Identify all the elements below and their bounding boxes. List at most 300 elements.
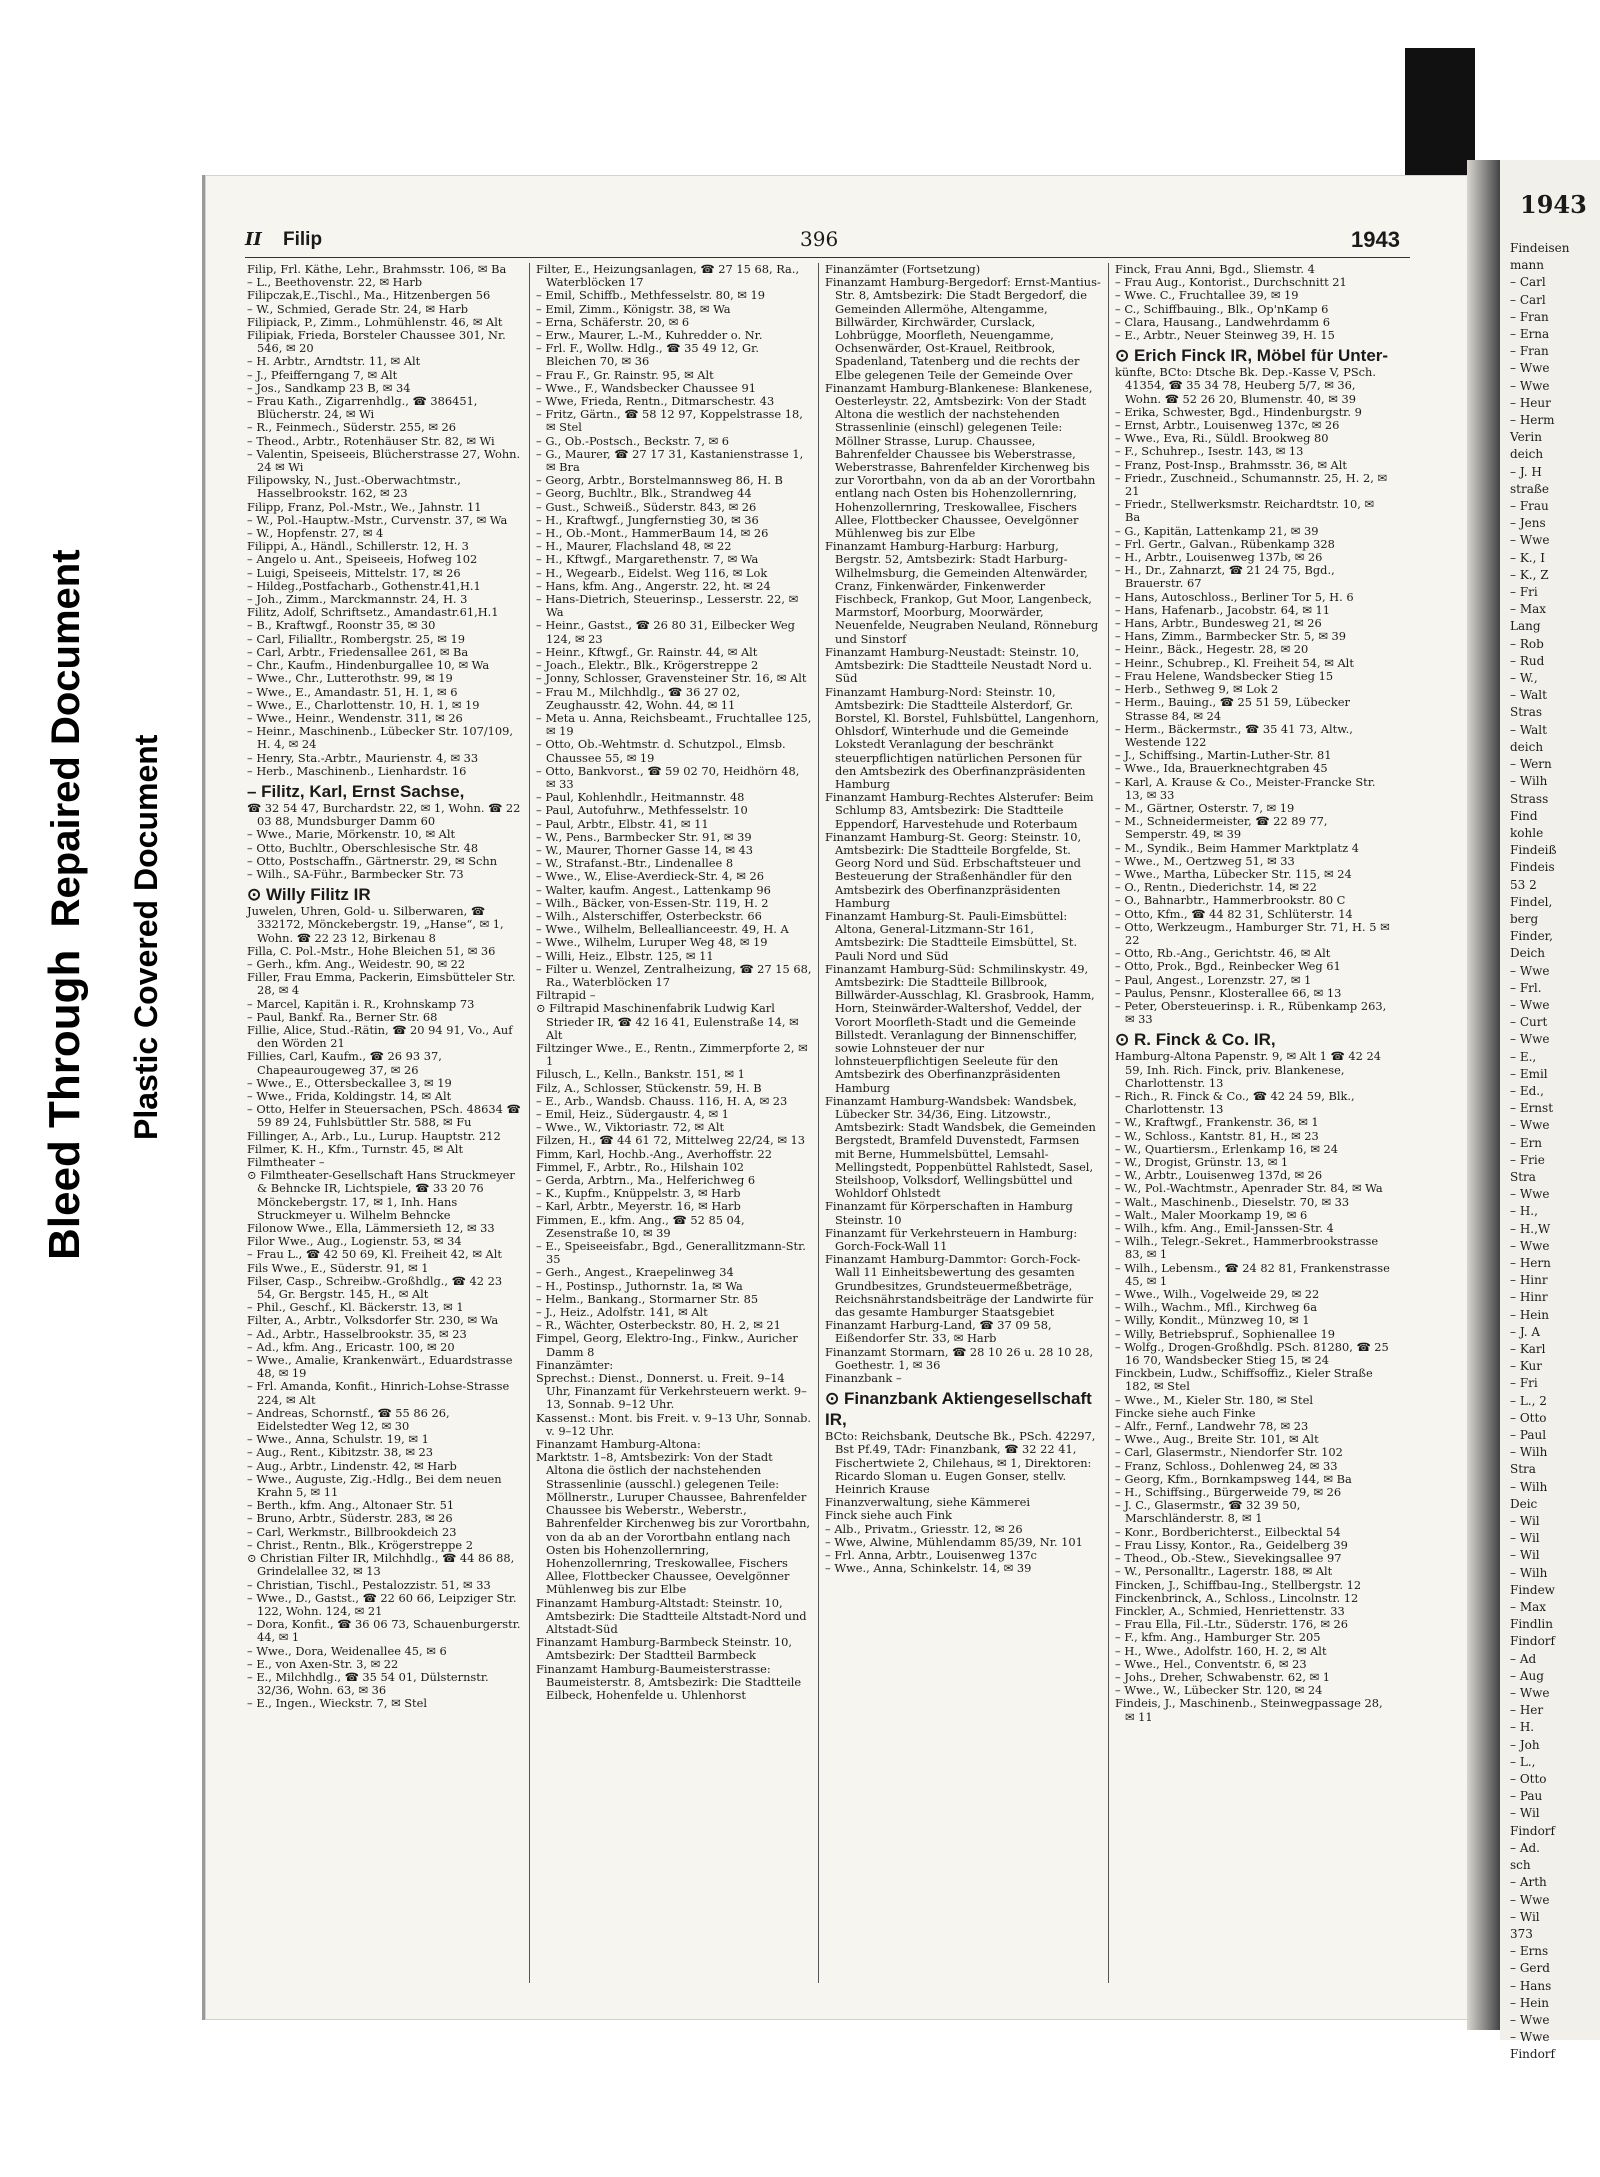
directory-entry: Filmtheater – xyxy=(247,1155,325,1169)
directory-entry: – Heinr., Maschinenb., Lübecker Str. 107/109, H. 4, ✉ 24 xyxy=(247,724,514,752)
directory-entry: – Karl, A. Krause & Co., Meister-Francke Str. 13, ✉ 33 xyxy=(1115,774,1376,802)
directory-entry: Hamburg-Altona Papenstr. 9, ✉ Alt 1 ☎ 42 24 59, Inh. Rich. Finck, priv. Blankenese, Charlottenstr. 13 xyxy=(1115,1049,1381,1090)
directory-entry: – H., Dr., Zahnarzt, ☎ 21 24 75, Bgd., Brauerstr. 67 xyxy=(1115,563,1335,591)
section-number: II xyxy=(245,229,262,250)
directory-entry: – O., Bahnarbtr., Hammerbrookstr. 80 C xyxy=(1115,893,1346,908)
directory-entry: – Wwe., E., Amandastr. 51, H. 1, ✉ 6 xyxy=(247,684,458,699)
directory-entry: – H., Schiffsing., Bürgerweide 79, ✉ 26 xyxy=(1115,1485,1342,1500)
adjacent-page-line: Findlin xyxy=(1510,1617,1553,1632)
adjacent-page-line: – Otto xyxy=(1510,1772,1547,1787)
directory-entry: – E., Speiseeisfabr., Bgd., Generallitzmann-Str. 35 xyxy=(536,1239,806,1267)
adjacent-page-line: deich xyxy=(1510,447,1544,462)
directory-entry: – Gerh., kfm. Ang., Weidestr. 90, ✉ 22 xyxy=(247,956,466,971)
adjacent-page-line: – L., 2 xyxy=(1510,1393,1547,1408)
directory-entry: Finanzämter (Fortsetzung) xyxy=(825,262,981,276)
adjacent-page-line: – Ed., xyxy=(1510,1083,1544,1098)
directory-entry: – Wwe., Chr., Lutterothstr. 99, ✉ 19 xyxy=(247,671,453,686)
directory-entry: – Walter, kaufm. Angest., Lattenkamp 96 xyxy=(536,882,771,897)
directory-entry: – Karl, Arbtr., Meyerstr. 16, ✉ Harb xyxy=(536,1199,741,1214)
directory-entry: – B., Kraftwgf., Roonstr 35, ✉ 30 xyxy=(247,618,436,633)
directory-entry: – Luigi, Speiseeis, Mittelstr. 17, ✉ 26 xyxy=(247,565,461,580)
adjacent-page-line: – Wil xyxy=(1510,1514,1540,1529)
directory-entry: – Georg, Buchltr., Blk., Strandweg 44 xyxy=(536,486,752,501)
stamp-line-bleed-repaired xyxy=(40,549,90,1260)
directory-entry: – H., Wegearb., Eidelst. Weg 116, ✉ Lok xyxy=(536,565,768,580)
directory-entry: Filter, E., Heizungsanlagen, ☎ 27 15 68, Ra., Waterblöcken 17 xyxy=(536,262,800,290)
directory-entry: – Emil, Heiz., Südergaustr. 4, ✉ 1 xyxy=(536,1107,729,1121)
directory-entry: – Friedr., Stellwerksmstr. Reichardtstr. 10, ✉ Ba xyxy=(1115,497,1375,525)
adjacent-page-line: – Fran xyxy=(1510,344,1549,359)
adjacent-page xyxy=(1500,160,1600,2062)
adjacent-page-line: – H. xyxy=(1510,1720,1535,1735)
directory-entry: – Filter u. Wenzel, Zentralheizung, ☎ 27 15 68, Ra., Waterblöcken 17 xyxy=(536,961,812,989)
adjacent-page-line: – Hinr xyxy=(1510,1290,1548,1305)
adjacent-page-line: – Wwe xyxy=(1510,963,1550,978)
directory-entry: – Carl, Glasermstr., Niendorfer Str. 102 xyxy=(1115,1445,1343,1460)
directory-entry: – Frl. Anna, Arbtr., Louisenweg 137c xyxy=(825,1548,1037,1563)
directory-entry: – Heinr., Gastst., ☎ 26 80 31, Eilbecker Weg 124, ✉ 23 xyxy=(536,618,795,646)
directory-entry: – Ad., Arbtr., Hasselbrookstr. 35, ✉ 23 xyxy=(247,1326,467,1341)
directory-entry: – Frl. F., Wollw. Hdlg., ☎ 35 49 12, Gr. Bleichen 70, ✉ 36 xyxy=(536,341,759,369)
adjacent-page-line: Find xyxy=(1510,808,1538,823)
adjacent-page-line: Findorf xyxy=(1510,2047,1555,2062)
directory-entry: – Jonny, Schlosser, Gravensteiner Str. 16, ✉ Alt xyxy=(536,671,807,686)
directory-entry: Finanzamt Hamburg-Baumeisterstrasse: Baumeisterstr. 8, Amtsbezirk: Die Stadtteile Eilbeck, Hohenfelde u. Uhlenhorst xyxy=(536,1661,802,1702)
directory-entry: Filzen, H., ☎ 44 61 72, Mittelweg 22/24, ✉ 13 xyxy=(536,1133,806,1148)
directory-entry: Filusch, L., Kelln., Bankstr. 151, ✉ 1 xyxy=(536,1067,745,1082)
directory-entry: Fincke siehe auch Finke xyxy=(1115,1405,1256,1420)
directory-entry: – Dora, Konfit., ☎ 36 06 73, Schauenburgerstr. 44, ✉ 1 xyxy=(247,1617,521,1645)
adjacent-page-line: – Fri xyxy=(1510,1376,1538,1391)
adjacent-page-line: Findeiß xyxy=(1510,843,1557,858)
directory-entry: – Clara, Hausang., Landwehrdamm 6 xyxy=(1115,314,1330,329)
adjacent-page-line: – Frie xyxy=(1510,1152,1545,1167)
directory-entry: – Wwe., Anna, Schulstr. 19, ✉ 1 xyxy=(247,1432,429,1447)
directory-entry: – Frau Aug., Kontorist., Durchschnitt 21 xyxy=(1115,275,1347,290)
directory-entry: – Willy, Betriebspruf., Sophienallee 19 xyxy=(1115,1326,1335,1341)
directory-entry: – Wilh., kfm. Ang., Emil-Janssen-Str. 4 xyxy=(1115,1221,1334,1236)
running-head xyxy=(245,227,1410,258)
directory-entry: – Wwe., Heinr., Wendenstr. 311, ✉ 26 xyxy=(247,710,463,725)
directory-entry: – Hans, Arbtr., Bundesweg 21, ✉ 26 xyxy=(1115,616,1322,631)
adjacent-page-line: – Max xyxy=(1510,1600,1547,1615)
directory-entry: – Wwe., M., Oertzweg 51, ✉ 33 xyxy=(1115,853,1295,868)
adjacent-page-line: – Her xyxy=(1510,1703,1544,1718)
adjacent-page-line: – Wilh xyxy=(1510,1445,1548,1460)
directory-entry: Finanzverwaltung, siehe Kämmerei xyxy=(825,1495,1030,1510)
directory-entry: – Wwe., D., Gastst., ☎ 22 60 66, Leipziger Str. 122, Wohn. 124, ✉ 21 xyxy=(247,1590,517,1618)
adjacent-page-line: – Ern xyxy=(1510,1135,1543,1150)
adjacent-page-line: – Wilh xyxy=(1510,1479,1548,1494)
directory-entry: Marktstr. 1–8, Amtsbezirk: Von der Stadt Altona die östlich der nachstehenden Strassenlinie (ausschl.) gelegenen Teile: Möllnerstr., Luruper Chaussee, Bahrenfelder Chaussee bis Weberstr., Weberstr., Bahrenfelder Kirchenweg bis zur Vorortbahn, von da ab an der Vorortbahn entlang nach Osten bis Hohenzollernring, Hohenzollernring, Treskowallee, Fischers Allee, Flottbecker Chaussee, Oevelgönner Mühlenweg bis zur Elbe xyxy=(536,1450,811,1597)
directory-entry: – Erna, Schäferstr. 20, ✉ 6 xyxy=(536,314,690,329)
directory-entry: BCto: Reichsbank, Deutsche Bk., PSch. 42297, Bst Pf.49, TAdr: Finanzbank, ☎ 32 22 41, Fischertwiete 2, Chilehaus, ✉ 1, Direktoren: Ricardo Sloman u. Eugen Gonser, stellv. Heinrich Krause xyxy=(825,1429,1096,1497)
directory-entry: – J. C., Glasermstr., ☎ 32 39 50, Marschländerstr. 8, ✉ 1 xyxy=(1115,1498,1301,1526)
adjacent-page-line: – Erns xyxy=(1510,1944,1549,1959)
adjacent-page-line: – Ad xyxy=(1510,1651,1537,1666)
directory-entry: Finanzamt Hamburg-Süd: Schmilinskystr. 49, Amtsbezirk: Die Stadtteile Billbrook, Billwärder-Ausschlag, Kl. Grasbrook, Hamm, Horn, Steinwärder-Waltershof, Veddel, der Vorort Moorfleth-Stadt und die Gemeinde Billstedt. Veranlagung der Binnenschiffer, sowie Lohnsteuer der nur lohnsteuerpflichtigen Seeleute für den Amtsbezirk des Oberfinanzpräsidenten Hamburg xyxy=(825,961,1095,1095)
directory-entry: Finckbein, Ludw., Schiffsoffiz., Kieler Straße 182, ✉ Stel xyxy=(1115,1366,1373,1394)
directory-entry: – W., Arbtr., Louisenweg 137d, ✉ 26 xyxy=(1115,1168,1323,1183)
directory-entry: – Herb., Maschinenb., Lienhardstr. 16 xyxy=(247,763,467,778)
directory-entry: – Wwe., Frida, Koldingstr. 14, ✉ Alt xyxy=(247,1088,452,1103)
adjacent-page-line: – Heur xyxy=(1510,395,1551,410)
directory-entry: – Willy, Kondit., Münzweg 10, ✉ 1 xyxy=(1115,1313,1310,1328)
directory-entry: – Frau L., ☎ 42 50 69, Kl. Freiheit 42, ✉ Alt xyxy=(247,1247,503,1262)
adjacent-page-line: – Hans xyxy=(1510,1978,1552,1993)
directory-entry: – J., Schiffsing., Martin-Luther-Str. 81 xyxy=(1115,748,1332,763)
directory-entry: – Wwe., Wilhelm, Luruper Weg 48, ✉ 19 xyxy=(536,935,768,950)
directory-entry: – Gust., Schweiß., Süderstr. 843, ✉ 26 xyxy=(536,499,757,514)
directory-entry: – Heinr., Schubrep., Kl. Freiheit 54, ✉ Alt xyxy=(1115,655,1354,670)
directory-entry: – E., Milchhdlg., ☎ 35 54 01, Dülsternstr. 32/36, Wohn. 63, ✉ 36 xyxy=(247,1669,489,1698)
directory-entry: – W., Schloss., Kantstr. 81, H., ✉ 23 xyxy=(1115,1128,1319,1143)
directory-entry: – Wilh., SA-Führ., Barmbecker Str. 73 xyxy=(247,866,464,881)
directory-entry: Finckler, A., Schmied, Henriettenstr. 33 xyxy=(1115,1603,1345,1618)
directory-entry: – Hans-Dietrich, Steuerinsp., Lesserstr. 22, ✉ Wa xyxy=(536,592,799,620)
directory-entry: ⊙ Willy Filitz IR xyxy=(247,885,371,905)
directory-entry: Finanzbank – xyxy=(825,1371,902,1386)
directory-entry: – Frau Helene, Wandsbecker Stieg 15 xyxy=(1115,668,1334,683)
directory-entry: – Georg, Arbtr., Borstelmannsweg 86, H. B xyxy=(536,473,783,488)
directory-entry: Filmer, K. H., Kfm., Turnstr. 45, ✉ Alt xyxy=(247,1141,464,1156)
directory-entry: – Otto, Buchltr., Oberschlesische Str. 48 xyxy=(247,840,479,855)
directory-entry: – Carl, Werkmstr., Billbrookdeich 23 xyxy=(247,1524,457,1539)
directory-entry: Finanzamt Hamburg-Altstadt: Steinstr. 10, Amtsbezirk: Die Stadtteile Altstadt-Nord und Altstadt-Süd xyxy=(536,1595,807,1636)
directory-entry: – Theod., Arbtr., Rotenhäuser Str. 82, ✉ Wi xyxy=(247,433,495,448)
directory-entry: – E., von Axen-Str. 3, ✉ 22 xyxy=(247,1656,399,1671)
directory-entry: – Wwe., Eva, Ri., Süldl. Brookweg 80 xyxy=(1115,431,1329,446)
directory-entry: – H., Kftwgf., Margarethenstr. 7, ✉ Wa xyxy=(536,552,759,567)
directory-entry: – Otto, Prok., Bgd., Reinbecker Weg 61 xyxy=(1115,959,1341,974)
directory-entry: – Heinr., Bäck., Hegestr. 28, ✉ 20 xyxy=(1115,642,1309,657)
adjacent-page-line: 53 2 xyxy=(1510,877,1537,892)
directory-entry: – Hans, Autoschloss., Berliner Tor 5, H. 6 xyxy=(1115,589,1354,604)
directory-entry: Filipp, Franz, Pol.-Mstr., We., Jahnstr. 11 xyxy=(247,499,482,514)
adjacent-page-line: – Paul xyxy=(1510,1428,1547,1443)
directory-entry: Finanzämter: xyxy=(536,1357,614,1372)
directory-entry: – Henry, Sta.-Arbtr., Maurienstr. 4, ✉ 33 xyxy=(247,750,479,765)
directory-entry: Filonow Wwe., Ella, Lämmersieth 12, ✉ 33 xyxy=(247,1221,495,1236)
stamp-repaired-document: Repaired Document xyxy=(44,549,88,928)
directory-entry: – J., Heiz., Adolfstr. 141, ✉ Alt xyxy=(536,1305,708,1320)
adjacent-page-line: – Hern xyxy=(1510,1255,1551,1270)
adjacent-page-line: Lang xyxy=(1510,619,1541,634)
directory-entry: Filipczak,E.,Tischl., Ma., Hitzenbergen 56 xyxy=(247,288,491,303)
directory-entry: Finanzamt für Verkehrsteuern in Hamburg: Gorch-Fock-Wall 11 xyxy=(825,1225,1078,1254)
directory-entry: – Wilh., Telegr.-Sekret., Hammerbrookstrasse 83, ✉ 1 xyxy=(1115,1234,1379,1262)
directory-entry: – Joach., Elektr., Blk., Krögerstreppe 2 xyxy=(536,658,759,673)
directory-entry: – Frau Ella, Fil.-Ltr., Süderstr. 176, ✉ 26 xyxy=(1115,1617,1349,1632)
adjacent-page-line: – Fran xyxy=(1510,309,1549,324)
directory-entry: – Gerda, Arbtrn., Ma., Helferichweg 6 xyxy=(536,1173,756,1188)
directory-entry: – Bruno, Arbtr., Süderstr. 283, ✉ 26 xyxy=(247,1511,453,1526)
directory-entry: – Wwe, Frieda, Rentn., Ditmarschestr. 43 xyxy=(536,394,775,409)
directory-entry: – W., Hopfenstr. 27, ✉ 4 xyxy=(247,526,384,541)
adjacent-page-line: – Wwe xyxy=(1510,533,1550,548)
adjacent-page-line: – Herm xyxy=(1510,413,1555,428)
directory-entry: – Wwe., Hel., Conventstr. 6, ✉ 23 xyxy=(1115,1656,1307,1671)
directory-entry: Filtzinger Wwe., E., Rentn., Zimmerpforte 2, ✉ 1 xyxy=(536,1040,808,1069)
directory-entry: – Otto, Helfer in Steuersachen, PSch. 48634 ☎ 59 89 24, Fuhlsbüttler Str. 588, ✉ Fu xyxy=(247,1102,521,1130)
directory-entry: künfte, BCto: Dtsche Bk. Dep.-Kasse V, PSch. 41354, ☎ 35 34 78, Heuberg 5/7, ✉ 36, Wohn. ☎ 52 26 20, Blumenstr. 40, ✉ 39 xyxy=(1115,365,1376,406)
directory-entry: – C., Schiffbauing., Blk., Op'nKamp 6 xyxy=(1115,301,1329,316)
directory-entry: Fimmen, E., kfm. Ang., ☎ 52 85 04, Zesenstraße 10, ✉ 39 xyxy=(536,1212,745,1240)
directory-entry: – Frau F., Gr. Rainstr. 95, ✉ Alt xyxy=(536,367,714,382)
directory-entry: – G., Ob.-Postsch., Beckstr. 7, ✉ 6 xyxy=(536,433,730,448)
directory-entry: – Hans, kfm. Ang., Angerstr. 22, ht. ✉ 24 xyxy=(536,578,771,593)
directory-entry: – Johs., Dreher, Schwabenstr. 62, ✉ 1 xyxy=(1115,1669,1331,1684)
directory-entry: – Frl. Gertr., Galvan., Rübenkamp 328 xyxy=(1115,536,1335,551)
directory-entry: – Otto, Kfm., ☎ 44 82 31, Schlüterstr. 14 xyxy=(1115,906,1353,921)
adjacent-page-line: – Emil xyxy=(1510,1066,1548,1081)
directory-entry: Finanzamt Hamburg-Wandsbek: Wandsbek, Lübecker Str. 34/36, Eing. Litzowstr., Amtsbezirk: Stadt Wandsbek, die Gemeinden Bergstedt, Bramfeld Duvenstedt, Farmsen mit Berne, Hummelsbüttel, Lemsahl-Mellingstedt, Poppenbüttel Rahlstedt, Sasel, Steilshoop, Volksdorf, Wellingsbüttel und Wohldorf Ohlstedt xyxy=(825,1093,1096,1201)
directory-entry: – E., Arbtr., Neuer Steinweg 39, H. 15 xyxy=(1115,328,1335,343)
adjacent-page-line: Stras xyxy=(1510,705,1543,720)
adjacent-page-line: – Erna xyxy=(1510,327,1550,342)
directory-entry: – Wwe., Wilhelm, Belleallianceestr. 49, H. A xyxy=(536,922,789,937)
adjacent-page-line: – Wil xyxy=(1510,1909,1540,1924)
directory-entry: – W., Schmied, Gerade Str. 24, ✉ Harb xyxy=(247,301,469,316)
directory-entry: – Gerh., Angest., Kraepelinweg 34 xyxy=(536,1265,734,1280)
directory-entry: – Wwe., Martha, Lübecker Str. 115, ✉ 24 xyxy=(1115,866,1352,881)
directory-entry: – W., Pens., Barmbecker Str. 91, ✉ 39 xyxy=(536,829,752,844)
directory-entry: – Willi, Heiz., Elbstr. 125, ✉ 11 xyxy=(536,948,714,963)
directory-entry: – Paul, Autofuhrw., Methfesselstr. 10 xyxy=(536,803,748,818)
directory-entry: – Berth., kfm. Ang., Altonaer Str. 51 xyxy=(247,1498,455,1513)
directory-entry: ⊙ Filtrapid Maschinenfabrik Ludwig Karl Strieder IR, ☎ 42 16 41, Eulenstraße 14, ✉ Alt xyxy=(536,1001,799,1042)
directory-entry: ⊙ Finanzbank Aktiengesellschaft IR, xyxy=(825,1389,1092,1430)
directory-entry: – Carl, Arbtr., Friedensallee 261, ✉ Ba xyxy=(247,644,469,659)
adjacent-page-line: – Wern xyxy=(1510,757,1552,772)
adjacent-page-line: – J. A xyxy=(1510,1324,1540,1339)
directory-entry: Finanzamt für Körperschaften in Hamburg Steinstr. 10 xyxy=(825,1199,1073,1227)
directory-entry: – Wilh., Wachm., Mfl., Kirchweg 6a xyxy=(1115,1300,1318,1315)
directory-entry: – W., Drogist, Grünstr. 13, ✉ 1 xyxy=(1115,1155,1289,1169)
directory-entry: – Christian, Tischl., Pestalozzistr. 51, ✉ 33 xyxy=(247,1577,491,1592)
adjacent-page-line: Findorf xyxy=(1510,1823,1555,1838)
directory-entry: – Paulus, Pensnr., Klosterallee 66, ✉ 13 xyxy=(1115,985,1342,1000)
directory-entry: Finanzamt Hamburg-Neustadt: Steinstr. 10, Amtsbezirk: Die Stadtteile Neustadt Nord u. Süd xyxy=(825,644,1092,686)
directory-entry: – W., Strafanst.-Btr., Lindenallee 8 xyxy=(536,856,734,871)
directory-entry: Finck siehe auch Fink xyxy=(825,1508,952,1523)
adjacent-page-line: – H., xyxy=(1510,1204,1538,1219)
directory-page xyxy=(202,175,1470,2020)
adjacent-page-line: – Curt xyxy=(1510,1015,1548,1030)
directory-entry: – Joh., Zimm., Marckmannstr. 24, H. 3 xyxy=(247,592,468,607)
directory-entry: – H., Ob.-Mont., HammerBaum 14, ✉ 26 xyxy=(536,526,769,541)
stamp-plastic-covered: Plastic Covered Document xyxy=(128,734,164,1140)
directory-entry: – Hans, Hafenarb., Jacobstr. 64, ✉ 11 xyxy=(1115,602,1331,617)
directory-entry: Fillinger, A., Arb., Lu., Lurup. Hauptstr. 212 xyxy=(247,1128,501,1143)
directory-entry: – Herm., Bauing., ☎ 25 51 59, Lübecker Strasse 84, ✉ 24 xyxy=(1115,695,1350,723)
directory-entry: Filip, Frl. Käthe, Lehr., Brahmsstr. 106, ✉ Ba xyxy=(247,262,507,276)
directory-entry: – Wwe., Aug., Breite Str. 101, ✉ Alt xyxy=(1115,1432,1319,1447)
column-rule xyxy=(1108,263,1109,1983)
adjacent-page-line: – Carl xyxy=(1510,292,1546,307)
directory-entry: Filser, Casp., Schreibw.-Großhdlg., ☎ 42 23 54, Gr. Bergstr. 145, H., ✉ Alt xyxy=(247,1273,503,1302)
archive-stamp xyxy=(40,330,190,1280)
directory-entry: – Friedr., Zuschneid., Schumannstr. 25, H. 2, ✉ 21 xyxy=(1115,470,1387,499)
directory-entry: – Paul, Kohlenhdlr., Heitmannstr. 48 xyxy=(536,790,745,805)
directory-entry: – Wwe, Alwine, Mühlendamm 85/39, Nr. 101 xyxy=(825,1534,1083,1549)
directory-entry: Finanzamt Hamburg-St. Georg: Steinstr. 10, Amtsbezirk: Die Stadtteile Borgfelde, St. Georg Nord und Süd. Erbschaftsteuer und Besteuerung der Straßenhändler für den Amtsbezirk des Oberfinanzpräsidenten Hamburg xyxy=(825,829,1082,910)
directory-entry: – Jos., Sandkamp 23 B, ✉ 34 xyxy=(247,380,411,395)
directory-entry: – Emil, Zimm., Königstr. 38, ✉ Wa xyxy=(536,301,731,316)
adjacent-page-line: – Fri xyxy=(1510,585,1538,600)
directory-entry: – Alfr., Fernf., Landwehr 78, ✉ 23 xyxy=(1115,1419,1309,1434)
directory-entry: – H., Kraftwgf., Jungfernstieg 30, ✉ 36 xyxy=(536,512,759,527)
directory-entry: – W., Pol.-Hauptw.-Mstr., Curvenstr. 37, ✉ Wa xyxy=(247,512,508,527)
directory-entry: – F., Schuhrep., Isestr. 143, ✉ 13 xyxy=(1115,444,1304,459)
directory-entry: Kassenst.: Mont. bis Freit. v. 9–13 Uhr, Sonnab. v. 9–12 Uhr. xyxy=(536,1410,811,1438)
directory-entry: Finanzamt Hamburg-Dammtor: Gorch-Fock-Wall 11 Einheitsbewertung des gesamten Grundbesitzes, Grundsteuermeßbeträge, Reichsnährstandsbeiträge der Landwirte für das gesamte Hamburger Staatsgebiet xyxy=(825,1252,1094,1320)
directory-entry: – Herm., Bäckermstr., ☎ 35 41 73, Altw., Westende 122 xyxy=(1115,721,1353,749)
directory-entry: Filtrapid – xyxy=(536,988,596,1003)
adjacent-page-line: mann xyxy=(1510,258,1544,273)
adjacent-page-line: – K., Z xyxy=(1510,567,1549,582)
adjacent-page-line: – Wwe xyxy=(1510,997,1550,1012)
directory-entry: Filipowsky, N., Just.-Oberwachtmstr., Hasselbrookstr. 162, ✉ 23 xyxy=(247,473,461,501)
directory-entry: – Phil., Geschf., Kl. Bäckerstr. 13, ✉ 1 xyxy=(247,1300,464,1315)
directory-entry: – Hans, Zimm., Barmbecker Str. 5, ✉ 39 xyxy=(1115,629,1346,644)
adjacent-page-line: – Hein xyxy=(1510,1995,1549,2010)
directory-entry: Finanzamt Hamburg-St. Pauli-Eimsbüttel: Altona, General-Litzmann-Str 161, Amtsbezirk: Die Stadtteile Eimsbüttel, St. Pauli Nord und Süd xyxy=(825,908,1078,963)
directory-entry: Finanzamt Stormarn, ☎ 28 10 26 u. 28 10 28, Goethestr. 1, ✉ 36 xyxy=(825,1344,1094,1372)
adjacent-page-line: – Jens xyxy=(1510,516,1546,531)
adjacent-page-line: – Ernst xyxy=(1510,1101,1554,1116)
directory-entry: – Paul, Bankf. Ra., Berner Str. 68 xyxy=(247,1009,438,1024)
directory-entry: – Otto, Ob.-Wehtmstr. d. Schutzpol., Elmsb. Chaussee 55, ✉ 19 xyxy=(536,737,786,765)
directory-entry: Filitz, Adolf, Schriftsetz., Amandastr.61,H.1 xyxy=(247,605,499,620)
directory-entry: – Otto, Werkzeugm., Hamburger Str. 71, H. 5 ✉ 22 xyxy=(1115,919,1390,947)
directory-entry: – H., Wwe., Adolfstr. 160, H. 2, ✉ Alt xyxy=(1115,1643,1327,1658)
adjacent-page-line: – Rob xyxy=(1510,636,1544,651)
directory-entry: Juwelen, Uhren, Gold- u. Silberwaren, ☎ 332172, Mönckebergstr. 19, „Hanse“, ✉ 1, Wohn. ☎ 22 23 12, Birkenau 8 xyxy=(247,904,504,945)
directory-entry: – Wwe., W., Elise-Averdieck-Str. 4, ✉ 26 xyxy=(536,869,764,884)
directory-entry: – W., Maurer, Thorner Gasse 14, ✉ 43 xyxy=(536,842,754,857)
directory-entry: – Fritz, Gärtn., ☎ 58 12 97, Koppelstrasse 18, ✉ Stel xyxy=(536,407,803,435)
directory-entry: – Wwe., Ida, Brauerknechtgraben 45 xyxy=(1115,761,1328,776)
adjacent-page-lines xyxy=(1510,240,1600,2064)
directory-entry: ⊙ Erich Finck IR, Möbel für Unter- xyxy=(1115,346,1389,366)
directory-entry: – K., Kupfm., Knüppelstr. 3, ✉ Harb xyxy=(536,1186,741,1201)
directory-entry: – H., Maurer, Flachsland 48, ✉ 22 xyxy=(536,539,732,554)
adjacent-page-line: – Wil xyxy=(1510,1806,1540,1821)
directory-entry: Filler, Frau Emma, Packerin, Eimsbütteler Str. 28, ✉ 4 xyxy=(247,970,516,998)
adjacent-page-line: – Wil xyxy=(1510,1548,1540,1563)
adjacent-page-line: – Gerd xyxy=(1510,1961,1550,1976)
directory-entry: – W., Pol.-Wachtmstr., Apenrader Str. 84, ✉ Wa xyxy=(1115,1181,1383,1196)
adjacent-page-line: Findew xyxy=(1510,1582,1555,1597)
adjacent-page-line: – Wilh xyxy=(1510,1565,1548,1580)
directory-entry: Fillies, Carl, Kaufm., ☎ 26 93 37, Chapeaurougeweg 37, ✉ 26 xyxy=(247,1049,442,1077)
directory-entry: – Rich., R. Finck & Co., ☎ 42 24 59, Blk., Charlottenstr. 13 xyxy=(1115,1088,1355,1117)
directory-entry: – Valentin, Speiseeis, Blücherstrasse 27, Wohn. 24 ✉ Wi xyxy=(247,446,521,475)
directory-entry: – Ad., kfm. Ang., Ericastr. 100, ✉ 20 xyxy=(247,1339,455,1354)
adjacent-page-line: Findeisen xyxy=(1510,241,1570,255)
directory-entry: – E., Arb., Wandsb. Chauss. 116, H. A, ✉ 23 xyxy=(536,1093,788,1108)
directory-entry: Fils Wwe., E., Süderstr. 91, ✉ 1 xyxy=(247,1260,429,1275)
directory-entry: – Wilh., Alsterschiffer, Osterbeckstr. 66 xyxy=(536,908,762,923)
adjacent-page-line: Findeis xyxy=(1510,860,1555,875)
adjacent-page-line: – Frl. xyxy=(1510,980,1542,995)
adjacent-page-line: – Karl xyxy=(1510,1342,1546,1356)
adjacent-page-line: – Wwe xyxy=(1510,1187,1550,1202)
directory-entry: – Wwe. C., Fruchtallee 39, ✉ 19 xyxy=(1115,288,1299,303)
adjacent-page-line: – Wwe xyxy=(1510,2030,1550,2045)
directory-entry: Findeis, J., Maschinenb., Steinwegpassage 28, ✉ 11 xyxy=(1115,1696,1383,1724)
adjacent-page-line: – Pau xyxy=(1510,1789,1543,1804)
directory-entry: – W., Quartiersm., Erlenkamp 16, ✉ 24 xyxy=(1115,1141,1339,1156)
adjacent-page-line: – Wwe xyxy=(1510,378,1550,393)
directory-entry: – W., Personalltr., Lagerstr. 188, ✉ Alt xyxy=(1115,1564,1333,1579)
adjacent-page-year: 1943 xyxy=(1520,190,1587,219)
directory-entry: – Georg, Kfm., Bornkampsweg 144, ✉ Ba xyxy=(1115,1471,1352,1486)
adjacent-page-line: – Walt xyxy=(1510,688,1547,703)
directory-entry: – Otto, Bankvorst., ☎ 59 02 70, Heidhörn 48, ✉ 33 xyxy=(536,763,800,791)
directory-column-3 xyxy=(825,263,1101,1983)
directory-entry: – H. Arbtr., Arndtstr. 11, ✉ Alt xyxy=(247,354,421,369)
directory-entry: Finanzamt Hamburg-Barmbeck Steinstr. 10, Amtsbezirk: Der Stadtteil Barmbeck xyxy=(536,1635,792,1663)
directory-entry: – Wwe., E., Ottersbeckallee 3, ✉ 19 xyxy=(247,1075,452,1090)
directory-entry: – Wwe., Auguste, Zig.-Hdlg., Bei dem neuen Krahn 5, ✉ 11 xyxy=(247,1471,502,1500)
adjacent-page-line: Findorf xyxy=(1510,1634,1555,1649)
adjacent-page-line: – Wilh xyxy=(1510,774,1548,789)
directory-column-4 xyxy=(1115,263,1391,1983)
adjacent-page-line: – E., xyxy=(1510,1049,1537,1064)
directory-entry: – O., Rentn., Diederichstr. 14, ✉ 22 xyxy=(1115,880,1317,895)
adjacent-page-line: Stra xyxy=(1510,1169,1536,1184)
adjacent-page-line: Strass xyxy=(1510,791,1549,806)
adjacent-page-line: Findel, xyxy=(1510,894,1553,909)
adjacent-page-line: – Wwe xyxy=(1510,1892,1550,1907)
directory-entry: – F., kfm. Ang., Hamburger Str. 205 xyxy=(1115,1630,1321,1645)
directory-entry: Finanzamt Hamburg-Blankenese: Blankenese, Oesterleystr. 22, Amtsbezirk: Von der Stadt Altona die westlich der nachstehenden Strassenlinie (einschl) gelegenen Teile: Möllner Strasse, Lurup. Chaussee, Bahrenfelder Chaussee bis Weberstrasse, Weberstrasse, Bahrenfelder Kirchenweg bis zur Vorortbahn, von da ab an der Vorortbahn entlang nach Osten bis Hohenzollernring, Hohenzollernring, Treskowallee, Fischers Allee, Flottbecker Chaussee, Oevelgönner Mühlenweg bis zur Elbe xyxy=(825,380,1096,541)
adjacent-page-line: – Ad. xyxy=(1510,1840,1540,1855)
adjacent-page-line: – Wil xyxy=(1510,1531,1540,1546)
directory-entry: – Wwe., Wilh., Vogelweide 29, ✉ 22 xyxy=(1115,1287,1320,1302)
adjacent-page-line: Verin xyxy=(1510,430,1542,445)
adjacent-page-line: sch xyxy=(1510,1858,1531,1873)
directory-entry: – G., Kapitän, Lattenkamp 21, ✉ 39 xyxy=(1115,523,1319,538)
directory-entry: Fillie, Alice, Stud.-Rätin, ☎ 20 94 91, Vo., Auf den Wörden 21 xyxy=(247,1022,513,1051)
page-number: 396 xyxy=(800,227,839,251)
adjacent-page-line: deich xyxy=(1510,739,1544,754)
directory-entry: Fimmel, F., Arbtr., Ro., Hilshain 102 xyxy=(536,1159,744,1174)
adjacent-page-line: – L., xyxy=(1510,1754,1536,1769)
adjacent-page-line: Finder, xyxy=(1510,929,1553,944)
directory-entry: – Frau M., Milchhdlg., ☎ 36 27 02, Zeughausstr. 42, Wohn. 44, ✉ 11 xyxy=(536,684,741,712)
directory-entry: – R., Feinmech., Süderstr. 255, ✉ 26 xyxy=(247,420,456,435)
directory-entry: – Wwe., Anna, Schinkelstr. 14, ✉ 39 xyxy=(825,1561,1032,1576)
adjacent-page-line: – Joh xyxy=(1510,1737,1540,1752)
directory-entry: – Franz, Schloss., Dohlenweg 24, ✉ 33 xyxy=(1115,1458,1338,1473)
directory-entry: – Erika, Schwester, Bgd., Hindenburgstr. 9 xyxy=(1115,404,1362,419)
directory-entry: – M., Syndik., Beim Hammer Marktplatz 4 xyxy=(1115,840,1359,855)
adjacent-page-line: – J. H xyxy=(1510,464,1542,479)
directory-entry: Filter, A., Arbtr., Volksdorfer Str. 230, ✉ Wa xyxy=(247,1313,499,1328)
header-keyword: Filip xyxy=(283,229,323,250)
adjacent-page-line: kohle xyxy=(1510,825,1544,840)
adjacent-page-line: Deic xyxy=(1510,1496,1538,1511)
directory-column-1 xyxy=(247,263,523,1983)
directory-entry: – Peter, Obersteuerinsp. i. R., Rübenkamp 263, ✉ 33 xyxy=(1115,998,1387,1027)
directory-entry: Filz, A., Schlosser, Stückenstr. 59, H. B xyxy=(536,1080,762,1095)
directory-entry: – Christ., Rentn., Blk., Krögerstreppe 2 xyxy=(247,1537,474,1552)
directory-entry: – Heinr., Kftwgf., Gr. Rainstr. 44, ✉ Alt xyxy=(536,644,758,659)
directory-entry: Filla, C. Pol.-Mstr., Hohe Bleichen 51, ✉ 36 xyxy=(247,943,496,958)
